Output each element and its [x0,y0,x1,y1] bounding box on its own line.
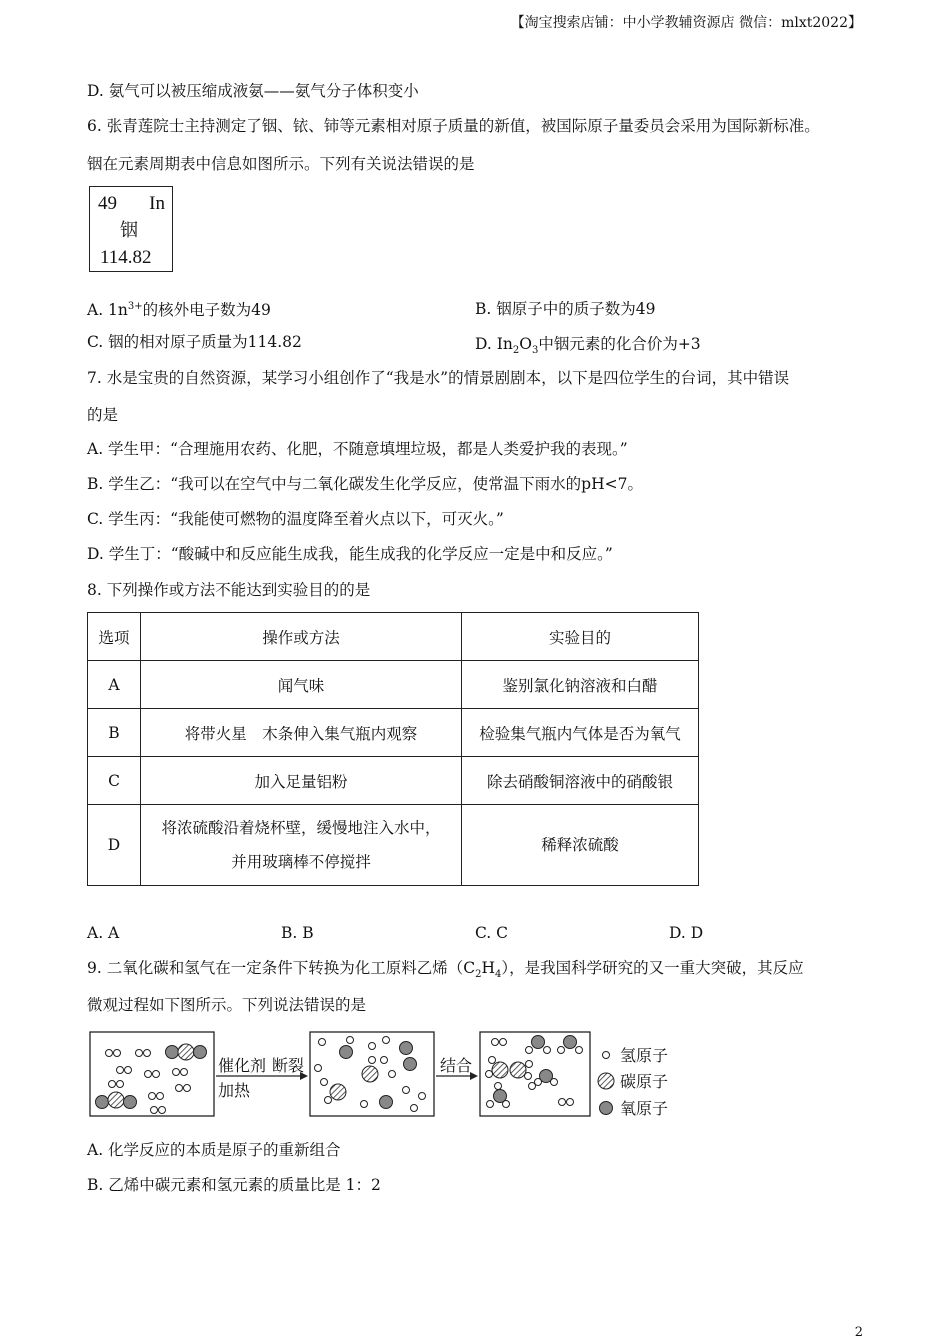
q7-stem-line2: 的是 [87,406,119,424]
arrow-label-heat: 加热 [218,1081,251,1100]
q6-option-d: D. $In_2O_3$中铟元素的化合价为+3 [475,335,701,357]
q6-stem-line2: 铟在元素周期表中信息如图所示。下列有关说法错误的是 [87,155,475,173]
q5-option-d: D. 氨气可以被压缩成液氨——氨气分子体积变小 [87,82,419,100]
legend-carbon: 碳原子 [620,1072,669,1091]
oxygen-atom-icon [600,1102,613,1115]
q7-stem-line1: 7. 水是宝贵的自然资源，某学习小组创作了“我是水”的情景剧剧本，以下是四位学生的台词，其中错误 [87,369,790,387]
q6-stem-line1: 6. 张青莲院士主持测定了铟、铱、铈等元素相对原子质量的新值，被国际原子量委员会采用为国际新标准。 [87,117,820,135]
reaction-micro-diagram [88,1026,688,1126]
table-row [88,757,699,805]
q7-option-c: C. 学生丙：“我能使可燃物的温度降至着火点以下，可灭火。” [87,510,504,528]
table-cell: 加入足量铝粉 [141,757,462,805]
table-cell: 闻气味 [141,661,462,709]
legend-oxygen: 氧原子 [620,1099,669,1118]
table-cell: 将浓硫酸沿着烧杯壁，缓慢地注入水中， 并用玻璃棒不停搅拌 [141,805,462,886]
table-row [88,709,699,757]
table-cell: C [88,757,141,805]
table-cell: 检验集气瓶内气体是否为氧气 [462,709,699,757]
table-row [88,661,699,709]
q7-option-b: B. 学生乙：“我可以在空气中与二氧化碳发生化学反应，使常温下雨水的pH<7。 [87,475,643,493]
table-cell: 将带火星 木条伸入集气瓶内观察 [141,709,462,757]
q9-stem-line1: 9. 二氧化碳和氢气在一定条件下转换为化工原料乙烯$(C_2H_4)$，是我国科学研究的又一重大突破，其反应 [87,959,804,981]
table-header-cell: 实验目的 [462,613,699,661]
q6-option-a: A. $1n^{3+}$的核外电子数为49 [87,301,271,320]
q9-stem-line2: 微观过程如下图所示。下列说法错误的是 [87,996,367,1014]
table-cell: D [88,805,141,886]
carbon-atom-icon [598,1073,614,1089]
element-symbol: In [149,193,165,214]
q8-option-b: B. B [281,924,314,942]
table-header-row [88,613,699,661]
arrow-label-combine: 结合 [440,1056,473,1075]
legend-hydrogen: 氢原子 [620,1046,669,1065]
element-atomic-mass: 114.82 [100,247,152,268]
q6-option-b: B. 铟原子中的质子数为49 [475,300,656,318]
reactant-molecules [96,1044,207,1114]
q8-option-a: A. A [87,924,120,942]
q6-option-c: C. 铟的相对原子质量为114.82 [87,333,302,351]
q8-option-d: D. D [669,924,704,942]
table-cell: 稀释浓硫酸 [462,805,699,886]
q8-table [87,612,699,886]
table-cell: 除去硝酸铜溶液中的硝酸银 [462,757,699,805]
page-header: 【淘宝搜索店铺：中小学教辅资源店 微信：mlxt2022】 [510,15,862,31]
element-atomic-number: 49 [98,193,117,214]
q9-option-a: A. 化学反应的本质是原子的重新组合 [87,1141,341,1159]
table-header-cell: 选项 [88,613,141,661]
q9-option-b: B. 乙烯中碳元素和氢元素的质量比是 1：2 [87,1176,381,1194]
element-name: 铟 [120,220,138,241]
arrow-label-catalyst: 催化剂 [218,1056,267,1075]
table-row [88,805,699,886]
diagram-legend [598,1052,614,1115]
product-molecules [486,1036,583,1108]
q7-option-a: A. 学生甲：“合理施用农药、化肥，不随意填埋垃圾，都是人类爱护我的表现。” [87,440,628,458]
hydrogen-atom-icon [603,1052,610,1059]
free-atoms [315,1037,426,1112]
table-cell: B [88,709,141,757]
q8-option-c: C. C [475,924,509,942]
q7-option-d: D. 学生丁：“酸碱中和反应能生成我，能生成我的化学反应一定是中和反应。” [87,545,613,563]
table-header-cell: 操作或方法 [141,613,462,661]
table-cell: A [88,661,141,709]
element-cell-indium [89,186,173,272]
q8-stem: 8. 下列操作或方法不能达到实验目的的是 [87,581,371,599]
table-cell: 鉴别氯化钠溶液和白醋 [462,661,699,709]
page-number: 2 [854,1325,863,1340]
arrow-label-break: 断裂 [272,1056,305,1075]
